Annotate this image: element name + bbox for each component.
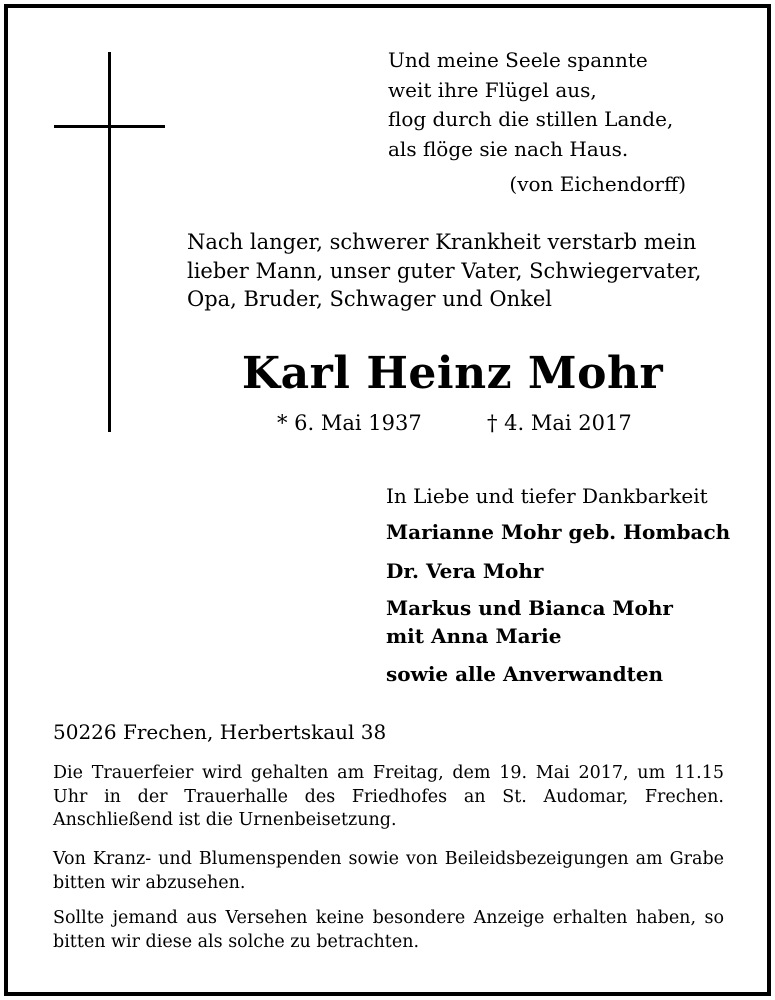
intro-text: Nach langer, schwerer Krankheit verstarb mein lieber Mann, unser guter Vater, Schwiegervater, Opa, Bruder, Schwager und Onkel [187, 230, 702, 311]
birth-date: * 6. Mai 1937 [277, 411, 422, 435]
poem-line: flog durch die stillen Lande, [388, 107, 674, 131]
poem [388, 46, 673, 164]
mourner-name: mit Anna Marie [386, 624, 562, 648]
mourner-name: Marianne Mohr geb. Hombach [386, 520, 731, 544]
ceremony-paragraph: Die Trauerfeier wird gehalten am Freitag, dem 19. Mai 2017, um 11.15 Uhr in der Trauerhalle des Friedhofes an St. Audomar, Frechen. Anschließend ist die Urnenbeisetzung. [53, 763, 724, 830]
flowers-paragraph: Von Kranz- und Blumenspenden sowie von Beileidsbezeigungen am Grabe bitten wir abzusehen. [53, 849, 724, 893]
mourners-intro: In Liebe und tiefer Dankbarkeit [386, 484, 708, 508]
address: 50226 Frechen, Herbertskaul 38 [53, 720, 387, 744]
notice-paragraph: Sollte jemand aus Versehen keine besondere Anzeige erhalten haben, so bitten wir diese als solche zu betrachten. [53, 908, 724, 952]
mourner-name: Dr. Vera Mohr [386, 559, 544, 583]
poem-line: als flöge sie nach Haus. [388, 136, 629, 161]
cross-icon-horizontal [54, 125, 165, 128]
death-date: † 4. Mai 2017 [487, 411, 632, 435]
poem-line: weit ihre Flügel aus, [388, 77, 597, 102]
mourner-name: Markus und Bianca Mohr [386, 596, 673, 620]
mourner-name: sowie alle Anverwandten [386, 662, 664, 686]
poem-author: (von Eichendorff) [509, 172, 686, 196]
deceased-name: Karl Heinz Mohr [241, 348, 664, 399]
poem-line: Und meine Seele spannte [388, 48, 648, 72]
